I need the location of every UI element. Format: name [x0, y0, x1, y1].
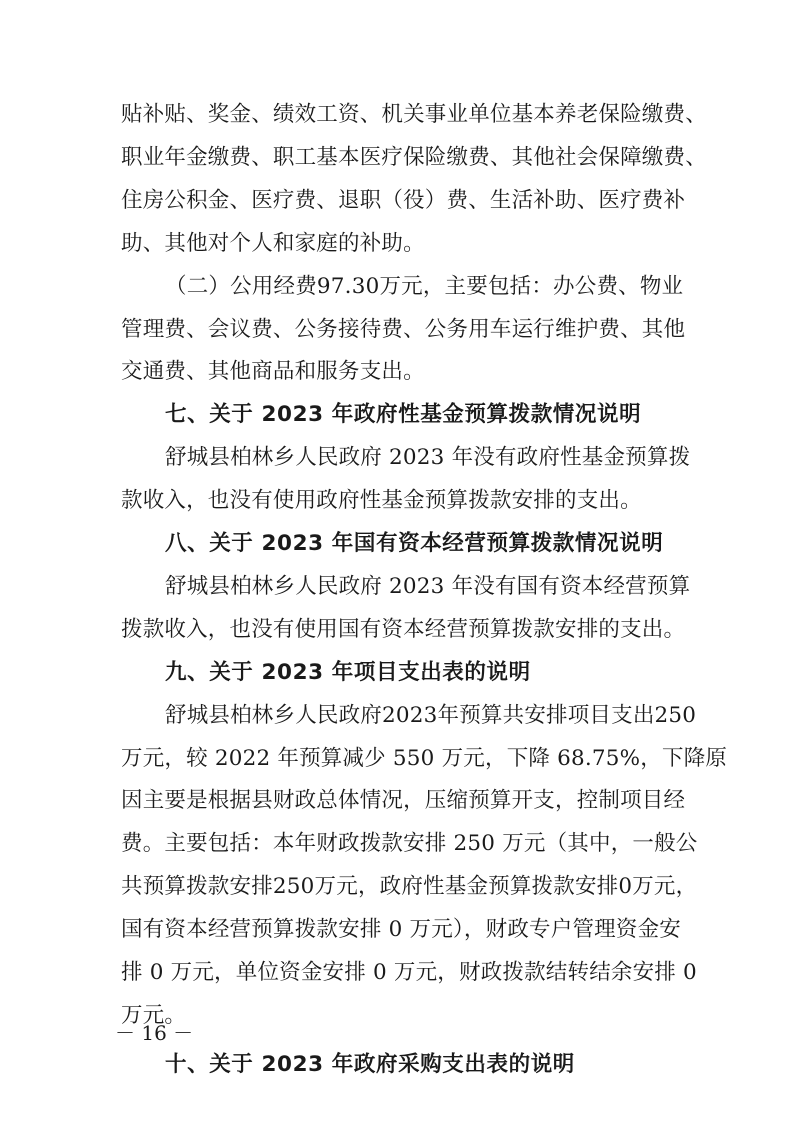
- body-line: 款收入，也没有使用政府性基金预算拨款安排的支出。: [121, 488, 642, 513]
- body-line: 费。主要包括：本年财政拨款安排 250 万元（其中，一般公: [121, 831, 698, 856]
- body-line: 因主要是根据县财政总体情况，压缩预算开支，控制项目经: [121, 788, 686, 813]
- section-heading-9: 九、关于 2023 年项目支出表的说明: [165, 660, 531, 685]
- body-line: 国有资本经营预算拨款安排 0 万元），财政专户管理资金安: [121, 917, 681, 942]
- body-line: 共预算拨款安排250万元，政府性基金预算拨款安排0万元，: [121, 874, 698, 899]
- body-line: 住房公积金、医疗费、退职（役）费、生活补助、医疗费补: [121, 188, 686, 213]
- body-line: 拨款收入，也没有使用国有资本经营预算拨款安排的支出。: [121, 617, 686, 642]
- paragraph-start-line: 舒城县柏林乡人民政府 2023 年没有政府性基金预算拨: [165, 445, 691, 470]
- body-line: 万元。: [121, 1003, 187, 1028]
- body-line: 排 0 万元，单位资金安排 0 万元，财政拨款结转结余安排 0: [121, 960, 697, 985]
- section-heading-10: 十、关于 2023 年政府采购支出表的说明: [165, 1052, 575, 1077]
- body-line: 助、其他对个人和家庭的补助。: [121, 231, 425, 256]
- paragraph-start-line: 舒城县柏林乡人民政府2023年预算共安排项目支出250: [165, 703, 697, 728]
- paragraph-start-line: 舒城县柏林乡人民政府 2023 年没有国有资本经营预算: [165, 574, 691, 599]
- body-line: 职业年金缴费、职工基本医疗保险缴费、其他社会保障缴费、: [121, 145, 707, 170]
- body-line: 管理费、会议费、公务接待费、公务用车运行维护费、其他: [121, 317, 686, 342]
- page-number: － 16 －: [115, 1021, 194, 1045]
- section-heading-7: 七、关于 2023 年政府性基金预算拨款情况说明: [165, 402, 642, 427]
- paragraph-start-line: （二）公用经费97.30万元，主要包括：办公费、物业: [165, 274, 684, 299]
- body-line: 贴补贴、奖金、绩效工资、机关事业单位基本养老保险缴费、: [121, 102, 707, 127]
- body-line: 交通费、其他商品和服务支出。: [121, 359, 425, 384]
- section-heading-8: 八、关于 2023 年国有资本经营预算拨款情况说明: [165, 531, 664, 556]
- body-line: 万元，较 2022 年预算减少 550 万元，下降 68.75%，下降原: [121, 746, 728, 771]
